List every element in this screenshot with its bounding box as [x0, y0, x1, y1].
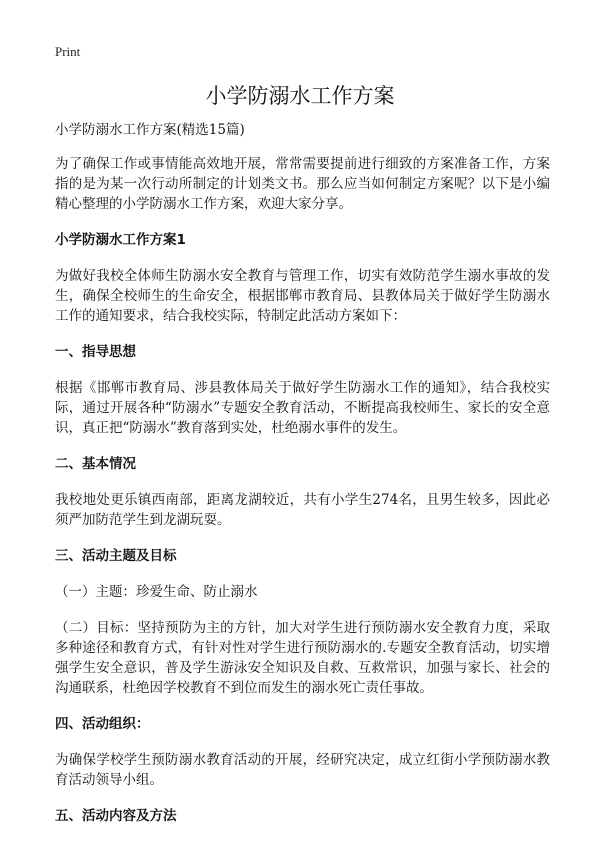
print-label[interactable]: Print: [55, 44, 81, 59]
document-body: [55, 120, 550, 842]
basic-heading: 二、基本情况: [55, 456, 136, 472]
section-heading: 小学防溺水工作方案1: [55, 232, 186, 248]
intro-paragraph: 为了确保工作或事情能高效地开展，常常需要提前进行细致的方案准备工作，方案指的是为某一次行动所制定的计划类文书。那么应当如何制定方案呢？以下是小编精心整理的小学防溺水工作方案，欢迎大家分享。: [55, 156, 550, 212]
org-paragraph: 为确保学校学生预防溺水教育活动的开展，经研究决定，成立红街小学预防溺水教育活动领导小组。: [55, 752, 550, 788]
section-paragraph: 为做好我校全体师生防溺水安全教育与管理工作，切实有效防范学生溺水事故的发生，确保全校师生的生命安全，根据邯郸市教育局、县教体局关于做好学生防溺水工作的通知要求，结合我校实际，特制定此活动方案如下：: [55, 268, 550, 324]
theme-paragraph-2: （二）目标：坚持预防为主的方针，加大对学生进行预防溺水安全教育力度，采取多种途径和教育方式，有针对性对学生进行预防溺水的.专题安全教育活动，切实增强学生安全意识，普及学生游泳安全知识及自救、互救常识，加强与家长、社会的沟通联系，杜绝因学校教育不到位而发生的溺水死亡责任事故。: [55, 620, 550, 696]
method-heading: 五、活动内容及方法: [55, 808, 177, 824]
org-heading: 四、活动组织：: [55, 716, 150, 732]
basic-paragraph: 我校地处更乐镇西南部，距离龙湖较近，共有小学生274名，且男生较多，因此必须严加防范学生到龙湖玩耍。: [55, 492, 550, 528]
guiding-heading: 一、指导思想: [55, 344, 136, 360]
guiding-paragraph: 根据《邯郸市教育局、涉县教体局关于做好学生防溺水工作的通知》，结合我校实际，通过开展各种“防溺水”专题安全教育活动，不断提高我校师生、家长的安全意识，真正把“防溺水”教育落到实处，杜绝溺水事件的发生。: [55, 380, 550, 436]
document-title: 小学防溺水工作方案: [205, 84, 395, 108]
theme-heading: 三、活动主题及目标: [55, 548, 177, 564]
theme-paragraph-1: （一）主题：珍爱生命、防止溺水: [55, 584, 258, 600]
document-subtitle: 小学防溺水工作方案(精选15篇): [55, 122, 245, 138]
